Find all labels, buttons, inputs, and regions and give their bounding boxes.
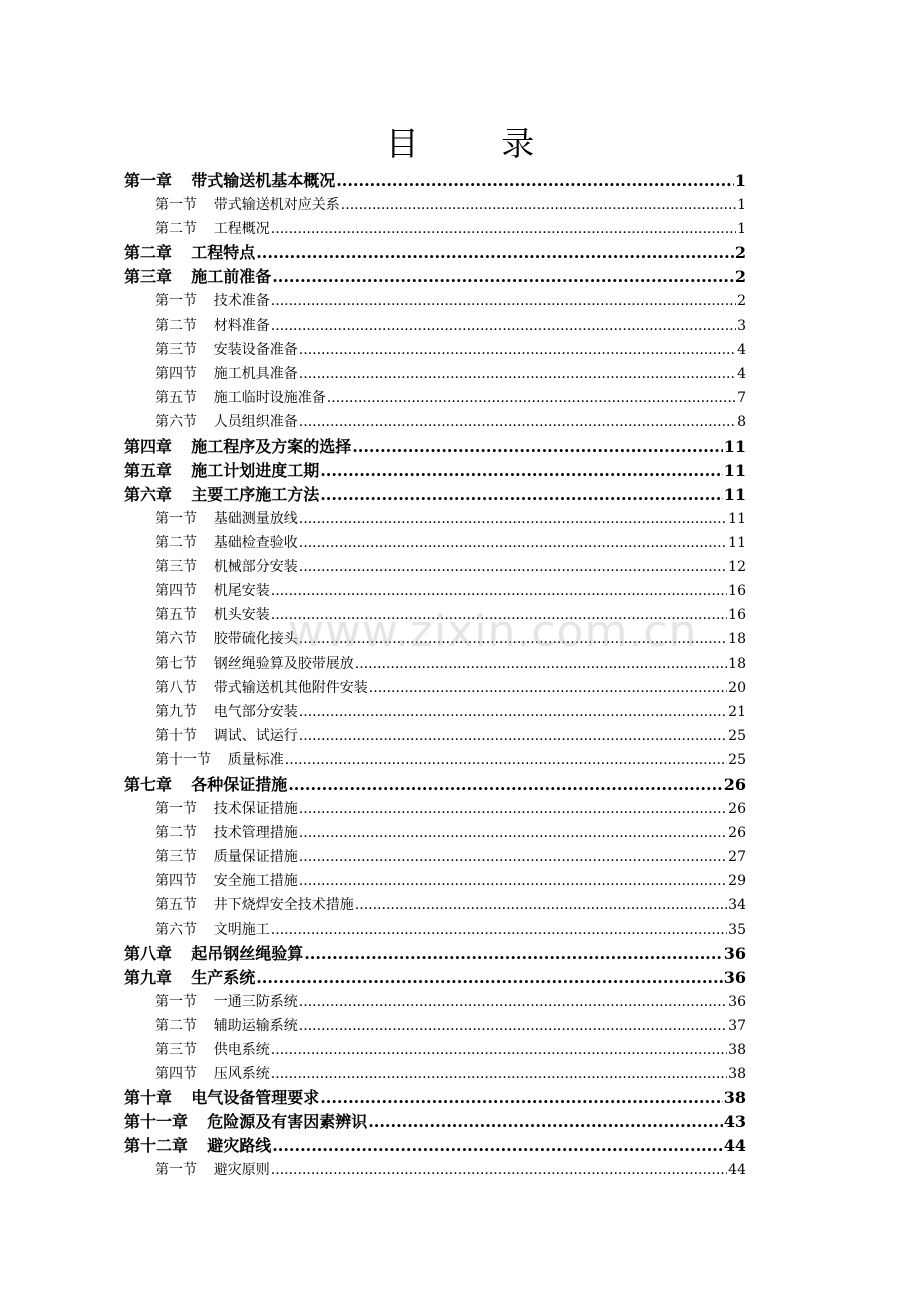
toc-entry-title: 技术管理措施 xyxy=(213,824,298,841)
toc-entry-title: 施工前准备 xyxy=(191,267,272,287)
toc-entry-number: 第四节 xyxy=(155,873,197,890)
toc-dot-leader xyxy=(271,918,727,942)
toc-page-number: 38 xyxy=(728,1066,746,1083)
toc-section-entry[interactable] xyxy=(124,314,746,338)
toc-entry-number: 第七节 xyxy=(155,655,197,672)
toc-dot-leader xyxy=(271,579,727,603)
toc-entry-number: 第十章 xyxy=(124,1088,173,1108)
toc-chapter-entry[interactable] xyxy=(124,483,746,507)
toc-chapter-entry[interactable] xyxy=(124,459,746,483)
toc-dot-leader xyxy=(271,1062,727,1086)
toc-page-number: 27 xyxy=(728,848,746,865)
toc-page-number: 18 xyxy=(728,655,746,672)
toc-entry-title: 带式输送机基本概况 xyxy=(191,171,336,190)
toc-section-entry[interactable] xyxy=(124,700,746,724)
toc-entry-title: 各种保证措施 xyxy=(191,774,288,794)
toc-page-number: 11 xyxy=(728,510,746,527)
toc-entry-number: 第四节 xyxy=(155,583,197,600)
toc-dot-leader xyxy=(271,1158,727,1182)
toc-dot-leader xyxy=(368,1110,723,1134)
toc-section-entry[interactable] xyxy=(124,410,746,434)
toc-page-number: 2 xyxy=(734,243,746,263)
toc-page-number: 44 xyxy=(728,1162,746,1179)
toc-dot-leader xyxy=(327,386,736,410)
toc-entry-title: 施工临时设施准备 xyxy=(213,390,326,407)
toc-entry-number: 第三节 xyxy=(155,558,197,575)
toc-section-entry[interactable] xyxy=(124,918,746,942)
toc-entry-number: 第一节 xyxy=(155,510,197,527)
toc-dot-leader xyxy=(299,627,727,651)
toc-page-number: 25 xyxy=(728,728,746,745)
toc-entry-title: 电气部分安装 xyxy=(213,704,298,720)
toc-dot-leader xyxy=(272,1134,723,1158)
toc-entry-title: 文明施工 xyxy=(213,921,270,938)
toc-entry-title: 施工计划进度工期 xyxy=(191,460,320,480)
toc-dot-leader xyxy=(271,289,736,313)
toc-entry-number: 第四节 xyxy=(155,365,197,382)
toc-page-number: 1 xyxy=(737,221,746,238)
toc-entry-title: 基础测量放线 xyxy=(213,510,298,527)
toc-chapter-entry[interactable] xyxy=(124,435,746,459)
toc-entry-number: 第四节 xyxy=(155,1066,197,1083)
toc-entry-title: 辅助运输系统 xyxy=(213,1017,298,1034)
toc-entry-number: 第十二章 xyxy=(124,1136,189,1156)
toc-section-entry[interactable] xyxy=(124,217,746,241)
toc-page-number: 1 xyxy=(734,171,746,190)
toc-entry-number: 第一章 xyxy=(124,171,173,190)
toc-entry-title: 施工程序及方案的选择 xyxy=(191,436,352,456)
toc-section-entry[interactable] xyxy=(124,555,746,579)
toc-page-number: 4 xyxy=(737,365,746,382)
toc-entry-title: 人员组织准备 xyxy=(213,414,298,431)
toc-page-number: 16 xyxy=(728,607,746,624)
toc-dot-leader xyxy=(299,338,736,362)
toc-entry-number: 第三节 xyxy=(155,341,197,358)
toc-entry-title: 避灾路线 xyxy=(207,1136,272,1156)
toc-entry-number: 第十一章 xyxy=(124,1112,189,1132)
page-title: 目 录 xyxy=(385,124,571,163)
toc-entry-number: 第二节 xyxy=(155,1017,197,1034)
toc-section-entry[interactable] xyxy=(124,531,746,555)
toc-page-number: 11 xyxy=(723,436,746,456)
toc-entry-title: 工程特点 xyxy=(191,243,256,263)
toc-entry-number: 第七章 xyxy=(124,774,173,794)
toc-section-entry[interactable] xyxy=(124,1158,746,1182)
toc-entry-title: 调试、试运行 xyxy=(213,728,298,745)
toc-section-entry[interactable] xyxy=(124,797,746,821)
toc-section-entry[interactable] xyxy=(124,386,746,410)
toc-page-number: 2 xyxy=(737,293,746,310)
toc-page-number: 8 xyxy=(737,414,746,431)
toc-entry-number: 第一节 xyxy=(155,197,197,213)
toc-entry-number: 第六节 xyxy=(155,921,197,938)
toc-page-number: 38 xyxy=(723,1088,746,1108)
toc-entry-title: 生产系统 xyxy=(191,967,256,987)
toc-chapter-entry[interactable] xyxy=(124,942,746,966)
toc-dot-leader xyxy=(355,652,727,676)
toc-dot-leader xyxy=(288,773,723,797)
toc-entry-title: 危险源及有害因素辨识 xyxy=(207,1112,368,1132)
toc-page-number: 36 xyxy=(723,967,746,987)
toc-entry-number: 第二节 xyxy=(155,824,197,841)
toc-entry-number: 第二节 xyxy=(155,317,197,334)
toc-section-entry[interactable] xyxy=(124,603,746,627)
toc-dot-leader xyxy=(320,459,723,483)
toc-dot-leader xyxy=(341,193,736,217)
toc-dot-leader xyxy=(336,169,734,193)
toc-entry-title: 机头安装 xyxy=(213,607,270,624)
toc-chapter-entry[interactable] xyxy=(124,1110,746,1134)
toc-dot-leader xyxy=(352,435,723,459)
toc-entry-number: 第二章 xyxy=(124,243,173,263)
toc-entry-title: 钢丝绳验算及胶带展放 xyxy=(213,655,354,672)
toc-dot-leader xyxy=(299,724,727,748)
toc-page-number: 43 xyxy=(723,1112,746,1132)
toc-dot-leader xyxy=(355,893,727,917)
toc-page-number: 18 xyxy=(728,631,746,648)
toc-entry-number: 第二节 xyxy=(155,221,197,238)
toc-entry-title: 胶带硫化接头 xyxy=(213,631,298,648)
toc-entry-number: 第一节 xyxy=(155,1162,197,1179)
toc-chapter-entry[interactable] xyxy=(124,1086,746,1110)
toc-chapter-entry[interactable] xyxy=(124,1134,746,1158)
toc-section-entry[interactable] xyxy=(124,627,746,651)
toc-page-number: 1 xyxy=(737,197,746,213)
toc-page-number: 2 xyxy=(734,267,746,287)
toc-entry-title: 技术保证措施 xyxy=(213,800,298,817)
toc-entry-title: 供电系统 xyxy=(213,1042,270,1059)
toc-dot-leader xyxy=(299,362,736,386)
toc-dot-leader xyxy=(320,483,723,507)
toc-dot-leader xyxy=(299,990,727,1014)
toc-dot-leader xyxy=(299,821,727,845)
toc-entry-number: 第五节 xyxy=(155,897,197,914)
toc-entry-title: 带式输送机对应关系 xyxy=(213,197,340,213)
toc-page-number: 29 xyxy=(728,873,746,890)
toc-page-number: 11 xyxy=(728,534,746,551)
toc-page-number: 21 xyxy=(728,704,746,720)
watermark: www.zixin.com.cn xyxy=(288,606,698,657)
toc-page-number: 34 xyxy=(728,897,746,914)
toc-section-entry[interactable] xyxy=(124,676,746,700)
toc-page-number: 26 xyxy=(728,824,746,841)
toc-entry-number: 第八章 xyxy=(124,943,173,963)
toc-dot-leader xyxy=(285,748,727,772)
toc-entry-number: 第六节 xyxy=(155,631,197,648)
toc-entry-number: 第十节 xyxy=(155,728,197,745)
toc-section-entry[interactable] xyxy=(124,507,746,531)
toc-section-entry[interactable] xyxy=(124,1038,746,1062)
toc-dot-leader xyxy=(299,531,727,555)
toc-dot-leader xyxy=(271,217,736,241)
toc-page-number: 44 xyxy=(723,1136,746,1156)
toc-page-number: 11 xyxy=(723,460,746,480)
toc-entry-number: 第六节 xyxy=(155,414,197,431)
toc-entry-number: 第五章 xyxy=(124,460,173,480)
toc-section-entry[interactable] xyxy=(124,845,746,869)
toc-entry-title: 工程概况 xyxy=(213,221,270,238)
toc-entry-title: 质量标准 xyxy=(227,752,284,769)
toc-entry-number: 第一节 xyxy=(155,800,197,817)
toc-entry-number: 第一节 xyxy=(155,293,197,310)
toc-entry-title: 质量保证措施 xyxy=(213,848,298,865)
toc-entry-number: 第四章 xyxy=(124,436,173,456)
toc-entry-number: 第二节 xyxy=(155,534,197,551)
toc-dot-leader xyxy=(320,1086,723,1110)
toc-dot-leader xyxy=(299,845,727,869)
toc-page-number: 20 xyxy=(728,679,746,696)
toc-dot-leader xyxy=(299,700,727,724)
toc-dot-leader xyxy=(256,241,734,265)
toc-page-number: 12 xyxy=(728,558,746,575)
toc-section-entry[interactable] xyxy=(124,1014,746,1038)
toc-entry-number: 第六章 xyxy=(124,484,173,504)
toc-dot-leader xyxy=(299,555,727,579)
toc-section-entry[interactable] xyxy=(124,893,746,917)
toc-section-entry[interactable] xyxy=(124,821,746,845)
toc-entry-number: 第八节 xyxy=(155,679,197,696)
toc-section-entry[interactable] xyxy=(124,869,746,893)
toc-entry-number: 第九章 xyxy=(124,967,173,987)
toc-page-number: 25 xyxy=(728,752,746,769)
toc-dot-leader xyxy=(299,410,736,434)
toc-section-entry[interactable] xyxy=(124,1062,746,1086)
toc-page-number: 16 xyxy=(728,583,746,600)
toc-entry-number: 第三节 xyxy=(155,1042,197,1059)
toc-entry-title: 带式输送机其他附件安装 xyxy=(213,679,368,696)
toc-entry-number: 第一节 xyxy=(155,993,197,1010)
toc-page-number: 36 xyxy=(723,943,746,963)
toc-entry-title: 起吊钢丝绳验算 xyxy=(191,943,304,963)
toc-entry-number: 第三章 xyxy=(124,267,173,287)
toc-entry-title: 压风系统 xyxy=(213,1066,270,1083)
toc-page-number: 4 xyxy=(737,341,746,358)
toc-dot-leader xyxy=(299,869,727,893)
toc-entry-number: 第五节 xyxy=(155,607,197,624)
toc-dot-leader xyxy=(256,966,723,990)
toc-dot-leader xyxy=(299,797,727,821)
toc-page-number: 7 xyxy=(737,390,746,407)
toc-dot-leader xyxy=(369,676,727,700)
toc-section-entry[interactable] xyxy=(124,338,746,362)
toc-page-number: 3 xyxy=(737,317,746,334)
toc-section-entry[interactable] xyxy=(124,724,746,748)
toc-entry-title: 避灾原则 xyxy=(213,1162,270,1179)
toc-dot-leader xyxy=(271,314,736,338)
toc-chapter-entry[interactable] xyxy=(124,265,746,289)
toc-dot-leader xyxy=(299,507,727,531)
toc-section-entry[interactable] xyxy=(124,748,746,772)
toc-entry-title: 基础检查验收 xyxy=(213,534,298,551)
toc-page-number: 26 xyxy=(728,800,746,817)
toc-entry-title: 机械部分安装 xyxy=(213,558,298,575)
toc-dot-leader xyxy=(271,603,727,627)
toc-entry-title: 井下烧焊安全技术措施 xyxy=(213,897,354,914)
toc-entry-number: 第五节 xyxy=(155,390,197,407)
toc-entry-title: 电气设备管理要求 xyxy=(191,1088,320,1108)
toc-entry-title: 机尾安装 xyxy=(213,583,270,600)
toc-entry-number: 第十一节 xyxy=(155,752,211,769)
toc-entry-title: 安全施工措施 xyxy=(213,873,298,890)
toc-section-entry[interactable] xyxy=(124,579,746,603)
toc-chapter-entry[interactable] xyxy=(124,169,746,193)
toc-entry-title: 安装设备准备 xyxy=(213,341,298,358)
toc-dot-leader xyxy=(304,942,723,966)
toc-dot-leader xyxy=(272,265,734,289)
toc-dot-leader xyxy=(299,1014,727,1038)
toc-entry-title: 材料准备 xyxy=(213,317,270,334)
toc-section-entry[interactable] xyxy=(124,990,746,1014)
toc-entry-title: 技术准备 xyxy=(213,293,270,310)
toc-entry-number: 第九节 xyxy=(155,704,197,720)
toc-entry-title: 施工机具准备 xyxy=(213,365,298,382)
toc-section-entry[interactable] xyxy=(124,362,746,386)
toc-chapter-entry[interactable] xyxy=(124,773,746,797)
toc-entry-number: 第三节 xyxy=(155,848,197,865)
toc-page-number: 11 xyxy=(723,484,746,504)
toc-chapter-entry[interactable] xyxy=(124,966,746,990)
table-of-contents xyxy=(124,169,746,1183)
toc-page-number: 36 xyxy=(728,993,746,1010)
toc-section-entry[interactable] xyxy=(124,193,746,217)
toc-dot-leader xyxy=(271,1038,727,1062)
toc-page-number: 26 xyxy=(723,774,746,794)
toc-section-entry[interactable] xyxy=(124,289,746,313)
toc-page-number: 38 xyxy=(728,1042,746,1059)
toc-page-number: 37 xyxy=(728,1017,746,1034)
toc-chapter-entry[interactable] xyxy=(124,241,746,265)
toc-entry-title: 一通三防系统 xyxy=(213,993,298,1010)
toc-page-number: 35 xyxy=(728,921,746,938)
toc-entry-title: 主要工序施工方法 xyxy=(191,484,320,504)
toc-section-entry[interactable] xyxy=(124,652,746,676)
